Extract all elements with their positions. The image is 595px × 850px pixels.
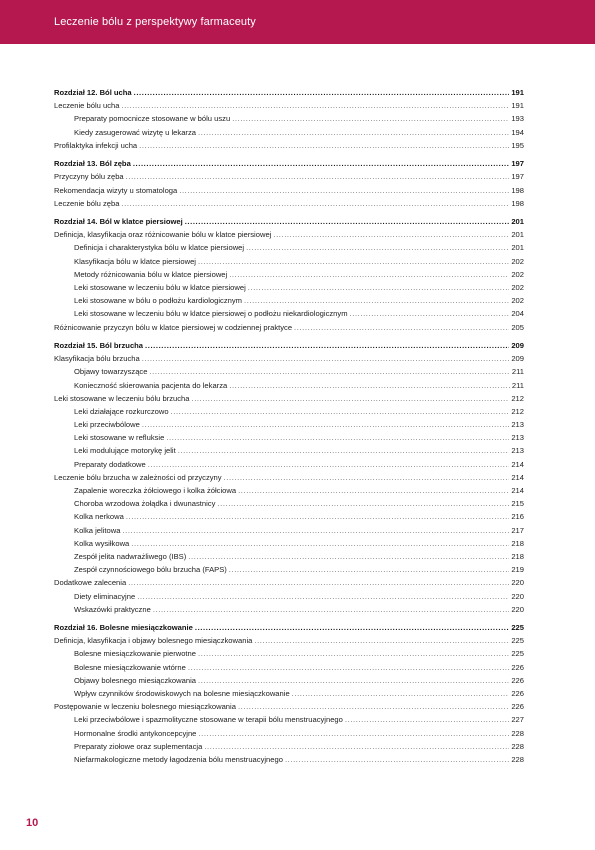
toc-page-number: 193 [511,114,524,124]
toc-entry-title: Kolka nerkowa [74,512,124,522]
toc-entry-row [54,537,524,550]
toc-page-number: 202 [511,269,524,279]
toc-dot-leader [192,392,510,405]
toc-dot-leader [244,294,509,307]
toc-dot-leader [142,418,509,431]
toc-entry-row [54,661,524,674]
toc-entry-row [54,576,524,589]
toc-page-number: 225 [511,623,524,633]
toc-entry-title: Rozdział 13. Ból zęba [54,159,131,169]
toc-page-number: 220 [511,591,524,601]
toc-page-number: 198 [511,198,524,208]
toc-entry-title: Metody różnicowania bólu w klatce piersiowej [74,269,228,279]
toc-page-number: 225 [511,636,524,646]
toc-entry-row [54,713,524,726]
toc-entry-row [54,471,524,484]
toc-page-number: 228 [511,754,524,764]
toc-chapter-row [54,157,524,170]
toc-page-number: 202 [511,256,524,266]
toc-page-number: 214 [511,486,524,495]
toc-dot-leader [229,563,510,576]
toc-entry-title: Leczenie bólu zęba [54,198,120,208]
toc-page-number: 219 [511,565,524,575]
toc-dot-leader [188,661,509,674]
toc-entry-title: Preparaty pomocnicze stosowane w bólu uszu [74,114,231,124]
toc-dot-leader [246,241,509,254]
toc-dot-leader [292,687,510,700]
toc-page-number: 215 [511,499,524,509]
toc-dot-leader [285,753,509,766]
toc-chapter-row [54,621,524,634]
toc-dot-leader [185,215,510,228]
toc-page-number: 212 [511,406,524,416]
toc-dot-leader [224,471,510,484]
toc-entry-row [54,727,524,740]
toc-page-number: 214 [511,472,524,482]
toc-entry-title: Bolesne miesiączkowanie pierwotne [74,649,196,659]
toc-entry-title: Zespół jelita nadwrażliwego (IBS) [74,551,187,561]
toc-entry-row [54,458,524,471]
toc-entry-row [54,321,524,334]
toc-dot-leader [198,255,509,268]
toc-page-number: 198 [511,185,524,195]
toc-page-number: 211 [511,367,524,377]
toc-dot-leader [198,126,509,139]
toc-dot-leader [254,634,509,647]
toc-entry-row [54,590,524,603]
toc-entry-row [54,524,524,537]
toc-page-number: 218 [511,538,524,548]
toc-page-number: 226 [511,675,524,685]
toc-entry-title: Leki stosowane w leczeniu bólu brzucha [54,393,190,403]
toc-entry-title: Leki modulujące motorykę jelit [74,446,176,456]
toc-dot-leader [198,727,509,740]
toc-page-number: 213 [511,420,524,430]
toc-entry-title: Leki działające rozkurczowo [74,406,169,416]
toc-entry-row [54,241,524,254]
toc-page-number: 216 [511,512,524,522]
toc-page-number: 197 [511,159,524,169]
toc-entry-row [54,484,524,497]
toc-entry-title: Wskazówki praktyczne [74,604,151,614]
toc-entry-title: Postępowanie w leczeniu bolesnego miesiączkowania [54,702,236,712]
toc-chapter-row [54,215,524,228]
toc-entry-row [54,307,524,320]
toc-entry-title: Definicja, klasyfikacja i objawy bolesnego miesiączkowania [54,636,253,646]
toc-dot-leader [198,647,509,660]
toc-entry-title: Definicja, klasyfikacja oraz różnicowanie bólu w klatce piersiowej [54,230,272,240]
toc-entry-title: Kiedy zasugerować wizytę u lekarza [74,127,196,137]
toc-entry-title: Rekomendacja wizyty u stomatologa [54,185,178,195]
toc-entry-row [54,170,524,183]
toc-dot-leader [128,576,509,589]
toc-dot-leader [179,184,509,197]
toc-dot-leader [153,603,510,616]
toc-page-number: 220 [511,578,524,588]
toc-dot-leader [198,674,509,687]
toc-dot-leader [121,197,509,210]
toc-entry-row [54,112,524,125]
toc-entry-title: Bolesne miesiączkowanie wtórne [74,662,186,672]
toc-entry-title: Leki stosowane w refluksie [74,433,165,443]
toc-dot-leader [229,268,509,281]
toc-dot-leader [232,112,509,125]
toc-entry-row [54,365,524,378]
toc-entry-title: Rozdział 12. Ból ucha [54,88,132,97]
toc-entry-row [54,418,524,431]
page-number: 10 [26,817,39,829]
toc-entry-row [54,294,524,307]
toc-dot-leader [248,281,510,294]
toc-entry-title: Definicja i charakterystyka bólu w klatce piersiowej [74,243,245,253]
toc-dot-leader [238,484,509,497]
toc-dot-leader [126,510,510,523]
toc-page-number: 226 [511,702,524,712]
toc-entry-row [54,510,524,523]
toc-entry-title: Preparaty ziołowe oraz suplementacja [74,741,203,751]
toc-dot-leader [133,157,510,170]
toc-entry-title: Zespół czynnościowego bólu brzucha (FAPS) [74,565,227,575]
toc-chapter-row [54,339,524,352]
toc-dot-leader [238,700,509,713]
toc-entry-title: Leczenie bólu ucha [54,101,120,111]
toc-page-number: 225 [511,649,524,659]
toc-page-number: 227 [511,715,524,725]
toc-page-number: 213 [511,433,524,443]
toc-page-number: 212 [511,393,524,403]
toc-entry-row [54,352,524,365]
toc-entry-row [54,379,524,392]
toc-page-number: 209 [511,354,524,364]
toc-entry-row [54,497,524,510]
toc-dot-leader [345,713,509,726]
toc-dot-leader [134,86,510,99]
toc-dot-leader [273,228,509,241]
toc-dot-leader [217,497,509,510]
toc-entry-title: Klasyfikacja bólu w klatce piersiowej [74,256,196,266]
toc-page-number: 194 [511,127,524,137]
page-header [0,0,595,44]
toc-entry-row [54,700,524,713]
toc-entry-row [54,687,524,700]
toc-page-number: 214 [511,459,524,469]
toc-entry-row [54,634,524,647]
toc-entry-title: Rozdział 14. Ból w klatce piersiowej [54,217,183,227]
toc-entry-row [54,647,524,660]
toc-dot-leader [148,458,510,471]
toc-dot-leader [195,621,509,634]
toc-page-number: 228 [511,728,524,738]
toc-entry-row [54,228,524,241]
toc-entry-title: Objawy towarzyszące [74,367,148,377]
toc-entry-title: Różnicowanie przyczyn bólu w klatce piersiowej w codziennej praktyce [54,322,293,332]
toc-dot-leader [142,352,510,365]
toc-dot-leader [121,99,509,112]
toc-dot-leader [131,537,509,550]
toc-entry-title: Leki stosowane w leczeniu bólu w klatce piersiowej o podłożu niekardiologicznym [74,309,348,319]
toc-entry-title: Rozdział 16. Bolesne miesiączkowanie [54,623,193,633]
toc-page-number: 220 [511,604,524,614]
toc-page-number: 204 [511,309,524,319]
toc-entry-title: Hormonalne środki antykoncepcyjne [74,728,197,738]
toc-dot-leader [229,379,510,392]
toc-entry-row [54,126,524,139]
toc-page-number: 218 [511,551,524,561]
toc-entry-row [54,281,524,294]
toc-dot-leader [171,405,510,418]
toc-page-number: 202 [511,296,524,306]
toc-entry-row [54,563,524,576]
toc-entry-row [54,197,524,210]
toc-entry-row [54,268,524,281]
toc-page-number: 202 [511,283,524,292]
toc-dot-leader [139,139,509,152]
toc-page-number: 213 [511,446,524,456]
toc-chapter-row [54,86,524,99]
toc-dot-leader [166,431,509,444]
toc-entry-row [54,603,524,616]
toc-entry-row [54,753,524,766]
toc-dot-leader [137,590,509,603]
toc-dot-leader [294,321,509,334]
toc-page-number: 201 [511,230,524,240]
toc-entry-title: Leczenie bólu brzucha w zależności od przyczyny [54,472,222,482]
toc-page-number: 226 [511,662,524,672]
toc-entry-title: Wpływ czynników środowiskowych na bolesne miesiączkowanie [74,689,290,698]
toc-page-number: 191 [511,88,524,97]
toc-entry-row [54,255,524,268]
toc-entry-title: Profilaktyka infekcji ucha [54,140,138,150]
toc-page-number: 195 [511,140,524,150]
toc-page-number: 209 [511,340,524,350]
toc-entry-title: Kolka wysiłkowa [74,538,130,548]
toc-page-number: 226 [511,689,524,698]
toc-page-number: 205 [511,322,524,332]
toc-dot-leader [145,339,509,352]
toc-entry-title: Niefarmakologiczne metody łagodzenia bólu menstruacyjnego [74,754,283,764]
toc-entry-row [54,99,524,112]
toc-entry-title: Diety eliminacyjne [74,591,136,601]
toc-entry-title: Dodatkowe zalecenia [54,578,127,588]
toc-entry-row [54,550,524,563]
toc-entry-title: Preparaty dodatkowe [74,459,146,469]
toc-page-number: 228 [511,741,524,751]
toc-page-number: 217 [511,525,524,535]
toc-page-number: 201 [511,217,524,227]
toc-entry-title: Przyczyny bólu zęba [54,172,124,182]
toc-entry-title: Leki przeciwbólowe [74,420,140,430]
toc-entry-title: Leki stosowane w leczeniu bólu w klatce piersiowej [74,283,246,292]
table-of-contents [54,86,524,766]
toc-entry-title: Leki przeciwbólowe i spazmolityczne stosowane w terapii bólu menstruacyjnego [74,715,343,725]
toc-entry-row [54,740,524,753]
toc-entry-title: Rozdział 15. Ból brzucha [54,340,144,350]
toc-entry-row [54,139,524,152]
toc-dot-leader [149,365,509,378]
toc-entry-title: Zapalenie woreczka żółciowego i kolka żółciowa [74,486,237,495]
toc-page-number: 191 [511,101,524,111]
toc-entry-row [54,184,524,197]
toc-entry-title: Klasyfikacja bólu brzucha [54,354,140,364]
toc-entry-title: Konieczność skierowania pacjenta do lekarza [74,380,228,390]
toc-dot-leader [122,524,509,537]
toc-page-number: 211 [511,380,524,390]
toc-entry-title: Objawy bolesnego miesiączkowania [74,675,196,685]
header-title: Leczenie bólu z perspektywy farmaceuty [54,16,256,28]
toc-dot-leader [188,550,509,563]
toc-dot-leader [178,444,510,457]
toc-dot-leader [126,170,510,183]
toc-entry-title: Leki stosowane w bólu o podłożu kardiologicznym [74,296,243,306]
toc-entry-title: Kolka jelitowa [74,525,121,535]
toc-entry-row [54,674,524,687]
toc-entry-title: Choroba wrzodowa żołądka i dwunastnicy [74,499,216,509]
toc-dot-leader [350,307,510,320]
toc-entry-row [54,431,524,444]
toc-entry-row [54,444,524,457]
toc-entry-row [54,392,524,405]
toc-page-number: 197 [511,172,524,182]
toc-page-number: 201 [511,243,524,253]
toc-dot-leader [204,740,509,753]
toc-entry-row [54,405,524,418]
